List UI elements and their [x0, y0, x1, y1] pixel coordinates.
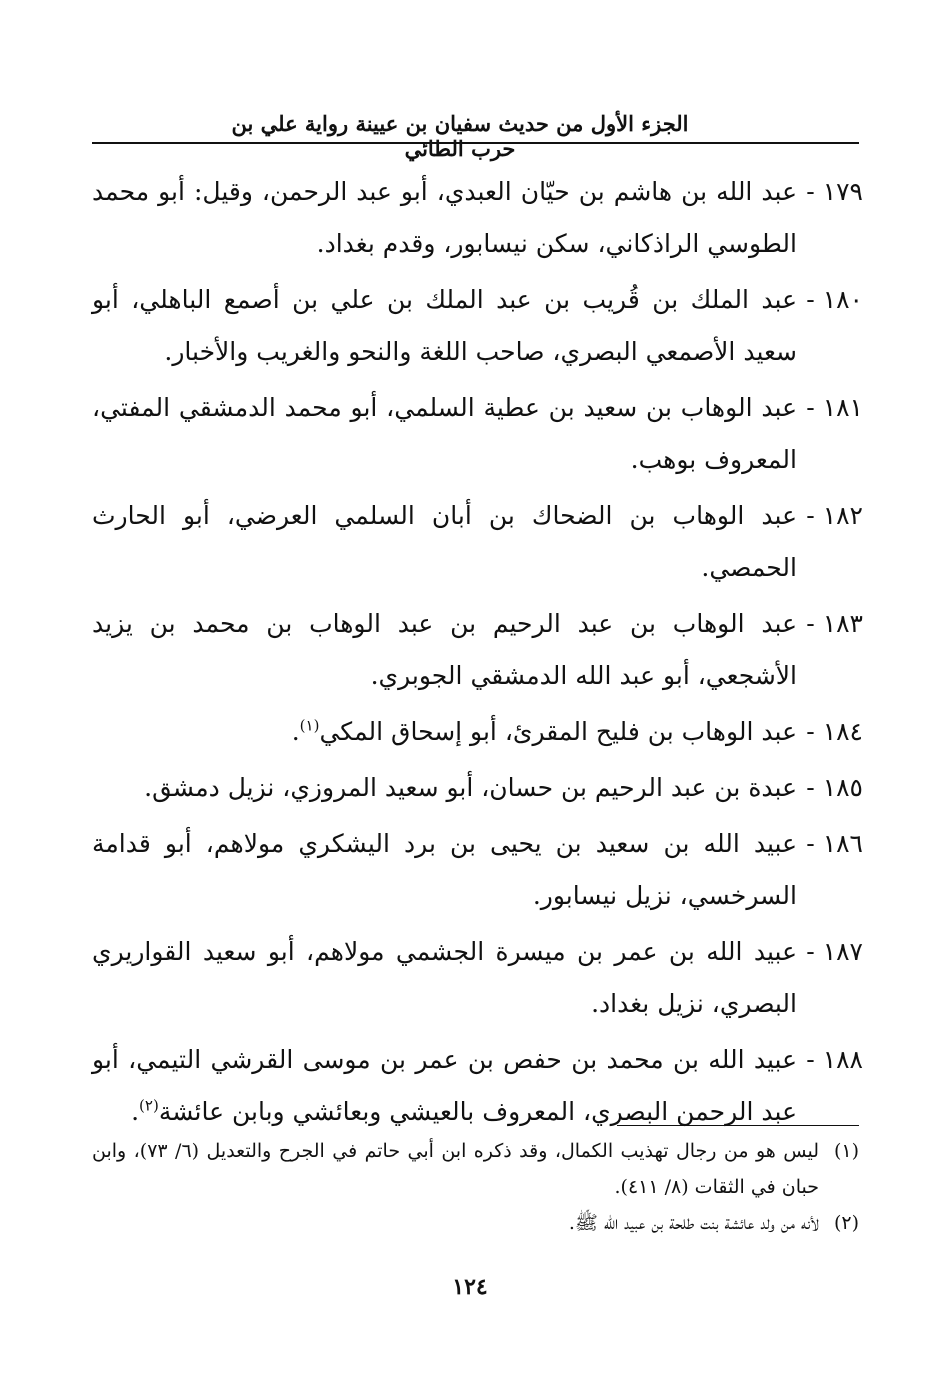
entry-tail: . [131, 1097, 140, 1126]
entry-188 [92, 1034, 863, 1138]
footnote-mark: (٢) [833, 1212, 859, 1234]
entry-185 [92, 762, 863, 814]
entries-list [92, 166, 863, 1142]
footnote-text: ليس هو من رجال تهذيب الكمال، وقد ذكره ابن أبي حاتم في الجرح والتعديل (٦/ ٧٣)، وابن حبان في الثقات (٨/ ٤١١). [92, 1140, 819, 1198]
entry-text: عبيد الله بن محمد بن حفص بن عمر بن موسى القرشي التيمي، أبو عبد الرحمن البصري، المعروف بالعيشي وبعائشي وبابن عائشة [92, 1045, 797, 1126]
entry-number: ١٨٢ - [806, 501, 863, 530]
entry-text: عبد الوهاب بن الضحاك بن أبان السلمي العرضي، أبو الحارث الحمصي. [92, 501, 797, 582]
page-number: ١٢٤ [452, 1274, 488, 1300]
entry-number: ١٨٤ - [806, 717, 863, 746]
footnote-reference[interactable]: (٢) [139, 1096, 159, 1115]
entry-text: عبد الوهاب بن سعيد بن عطية السلمي، أبو محمد الدمشقي المفتي، المعروف بوهب. [92, 393, 797, 474]
entry-183 [92, 598, 863, 702]
entry-number: ١٨٨ - [806, 1045, 863, 1074]
entry-text: عبد الوهاب بن عبد الرحيم بن عبد الوهاب بن محمد بن يزيد الأشجعي، أبو عبد الله الدمشقي الجوبري. [92, 609, 797, 690]
entry-187 [92, 926, 863, 1030]
entry-text: عبدة بن عبد الرحيم بن حسان، أبو سعيد المروزي، نزيل دمشق. [144, 773, 797, 802]
footnote-rule [617, 1125, 859, 1126]
entry-number: ١٨٠ - [806, 285, 863, 314]
entry-179 [92, 166, 863, 270]
entry-186 [92, 818, 863, 922]
entry-tail: . [291, 717, 300, 746]
entry-184 [92, 706, 863, 758]
footnote-reference[interactable]: (١) [299, 716, 320, 735]
header-rule [92, 142, 859, 144]
entry-182 [92, 490, 863, 594]
entry-text: عبد الوهاب بن فليح المقرئ، أبو إسحاق المكي [319, 717, 797, 746]
entry-number: ١٧٩ - [806, 177, 863, 206]
footnote-text: لأنه من ولد عائشة بنت طلحة بن عبيد الله ﷺ. [568, 1212, 819, 1234]
entry-text: عبيد الله بن سعيد بن يحيى بن برد اليشكري مولاهم، أبو قدامة السرخسي، نزيل نيسابور. [92, 829, 797, 910]
footnote-1 [92, 1133, 859, 1205]
footnote-2 [92, 1205, 859, 1241]
entry-number: ١٨٣ - [806, 609, 863, 638]
entry-number: ١٨٧ - [806, 937, 863, 966]
entry-180 [92, 274, 863, 378]
entry-181 [92, 382, 863, 486]
entry-number: ١٨٥ - [806, 773, 863, 802]
entry-text: عبد الله بن هاشم بن حيّان العبدي، أبو عبد الرحمن، وقيل: أبو محمد الطوسي الراذكاني، سكن نيسابور، وقدم بغداد. [92, 177, 797, 258]
footnote-mark: (١) [833, 1140, 859, 1162]
footnotes-section [92, 1133, 859, 1241]
entry-number: ١٨٦ - [806, 829, 863, 858]
entry-text: عبد الملك بن قُريب بن عبد الملك بن علي بن أصمع الباهلي، أبو سعيد الأصمعي البصري، صاحب اللغة والنحو والغريب والأخبار. [92, 285, 797, 366]
running-header: الجزء الأول من حديث سفيان بن عيينة رواية علي بن حرب الطائي [231, 111, 689, 161]
entry-text: عبيد الله بن عمر بن ميسرة الجشمي مولاهم، أبو سعيد القواريري البصري، نزيل بغداد. [92, 937, 797, 1018]
entry-number: ١٨١ - [806, 393, 863, 422]
